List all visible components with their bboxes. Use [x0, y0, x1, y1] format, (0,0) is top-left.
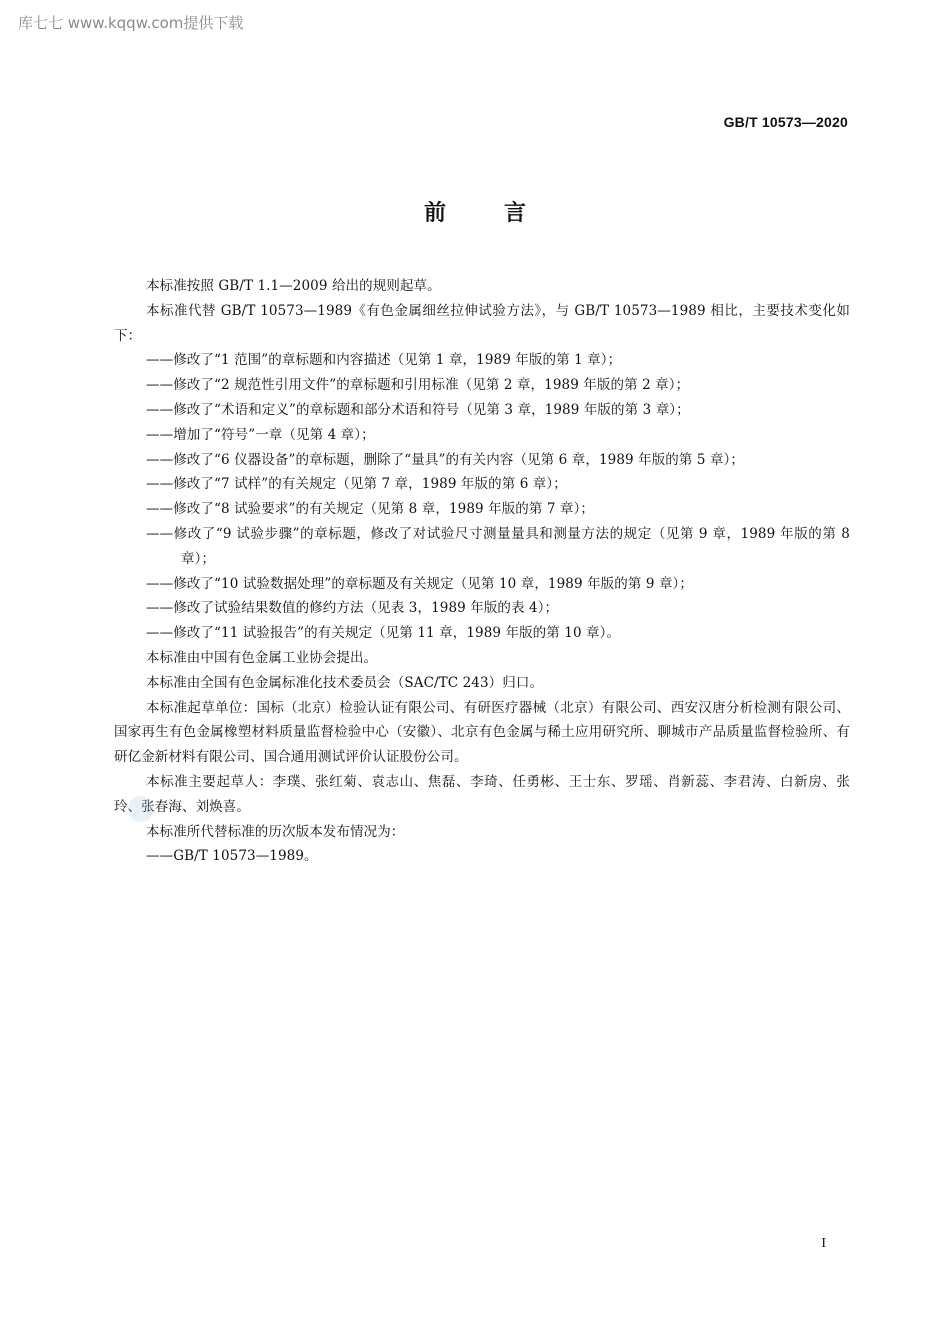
paragraph-drafting-units: 本标准起草单位：国标（北京）检验认证有限公司、有研医疗器械（北京）有限公司、西安汉唐分析检测有限公司、国家再生有色金属橡塑材料质量监督检验中心（安徽）、北京有色金属与稀土应用研究所、聊城市产品质量监督检验所、有研亿金新材料有限公司、国合通用测试评价认证股份公司。 — [114, 699, 850, 766]
page-number: I — [821, 1236, 826, 1251]
paragraph-technical-committee: 本标准由全国有色金属标准化技术委员会（SAC/TC 243）归口。 — [146, 674, 544, 691]
list-item-change-2: ——修改了“2 规范性引用文件”的章标题和引用标准（见第 2 章，1989 年版的第 2 章）； — [146, 377, 690, 394]
page-title: 前言 — [423, 201, 584, 226]
list-item-change-3: ——修改了“术语和定义”的章标题和部分术语和符号（见第 3 章，1989 年版的第 3 章）； — [146, 401, 690, 418]
paragraph-history-intro: 本标准所代替标准的历次版本发布情况为： — [146, 823, 405, 840]
list-item-history-1: ——GB/T 10573—1989。 — [146, 848, 318, 865]
list-item-change-9: ——修改了“10 试验数据处理”的章标题及有关规定（见第 10 章，1989 年版的第 9 章）； — [146, 575, 694, 592]
scan-smudge — [128, 796, 154, 822]
list-item-change-4: ——增加了“符号”一章（见第 4 章）； — [146, 426, 375, 443]
paragraph-replacement: 本标准代替 GB/T 10573—1989《有色金属细丝拉伸试验方法》，与 GB/T 10573—1989 相比，主要技术变化如下： — [114, 302, 850, 344]
list-item-change-10: ——修改了试验结果数值的修约方法（见表 3，1989 年版的表 4）； — [146, 600, 559, 617]
paragraph-drafters: 本标准主要起草人：李璞、张红菊、袁志山、焦磊、李琦、任勇彬、王士东、罗瑶、肖新蕊、李君涛、白新房、张玲、张春海、刘焕喜。 — [114, 773, 850, 815]
watermark-text: 库七七 www.kqqw.com提供下载 — [18, 14, 244, 32]
list-item-change-1: ——修改了“1 范围”的章标题和内容描述（见第 1 章，1989 年版的第 1 章）； — [146, 352, 622, 369]
list-item-change-5: ——修改了“6 仪器设备”的章标题，删除了“量具”的有关内容（见第 6 章，1989 年版的第 5 章）； — [146, 451, 745, 468]
list-item-change-7: ——修改了“8 试验要求”的有关规定（见第 8 章，1989 年版的第 7 章）； — [146, 501, 595, 518]
standard-code: GB/T 10573—2020 — [723, 114, 848, 130]
list-item-change-11: ——修改了“11 试验报告”的有关规定（见第 11 章，1989 年版的第 10 章）。 — [146, 625, 621, 642]
list-item-change-6: ——修改了“7 试样”的有关规定（见第 7 章，1989 年版的第 6 章）； — [146, 476, 567, 493]
foreword-body — [114, 274, 850, 869]
paragraph-proposer: 本标准由中国有色金属工业协会提出。 — [146, 649, 378, 666]
list-item-change-8: ——修改了“9 试验步骤”的章标题，修改了对试验尺寸测量量具和测量方法的规定（见第 9 章，1989 年版的第 8 章）； — [146, 525, 850, 567]
paragraph-drafting-rules: 本标准按照 GB/T 1.1—2009 给出的规则起草。 — [146, 278, 441, 294]
